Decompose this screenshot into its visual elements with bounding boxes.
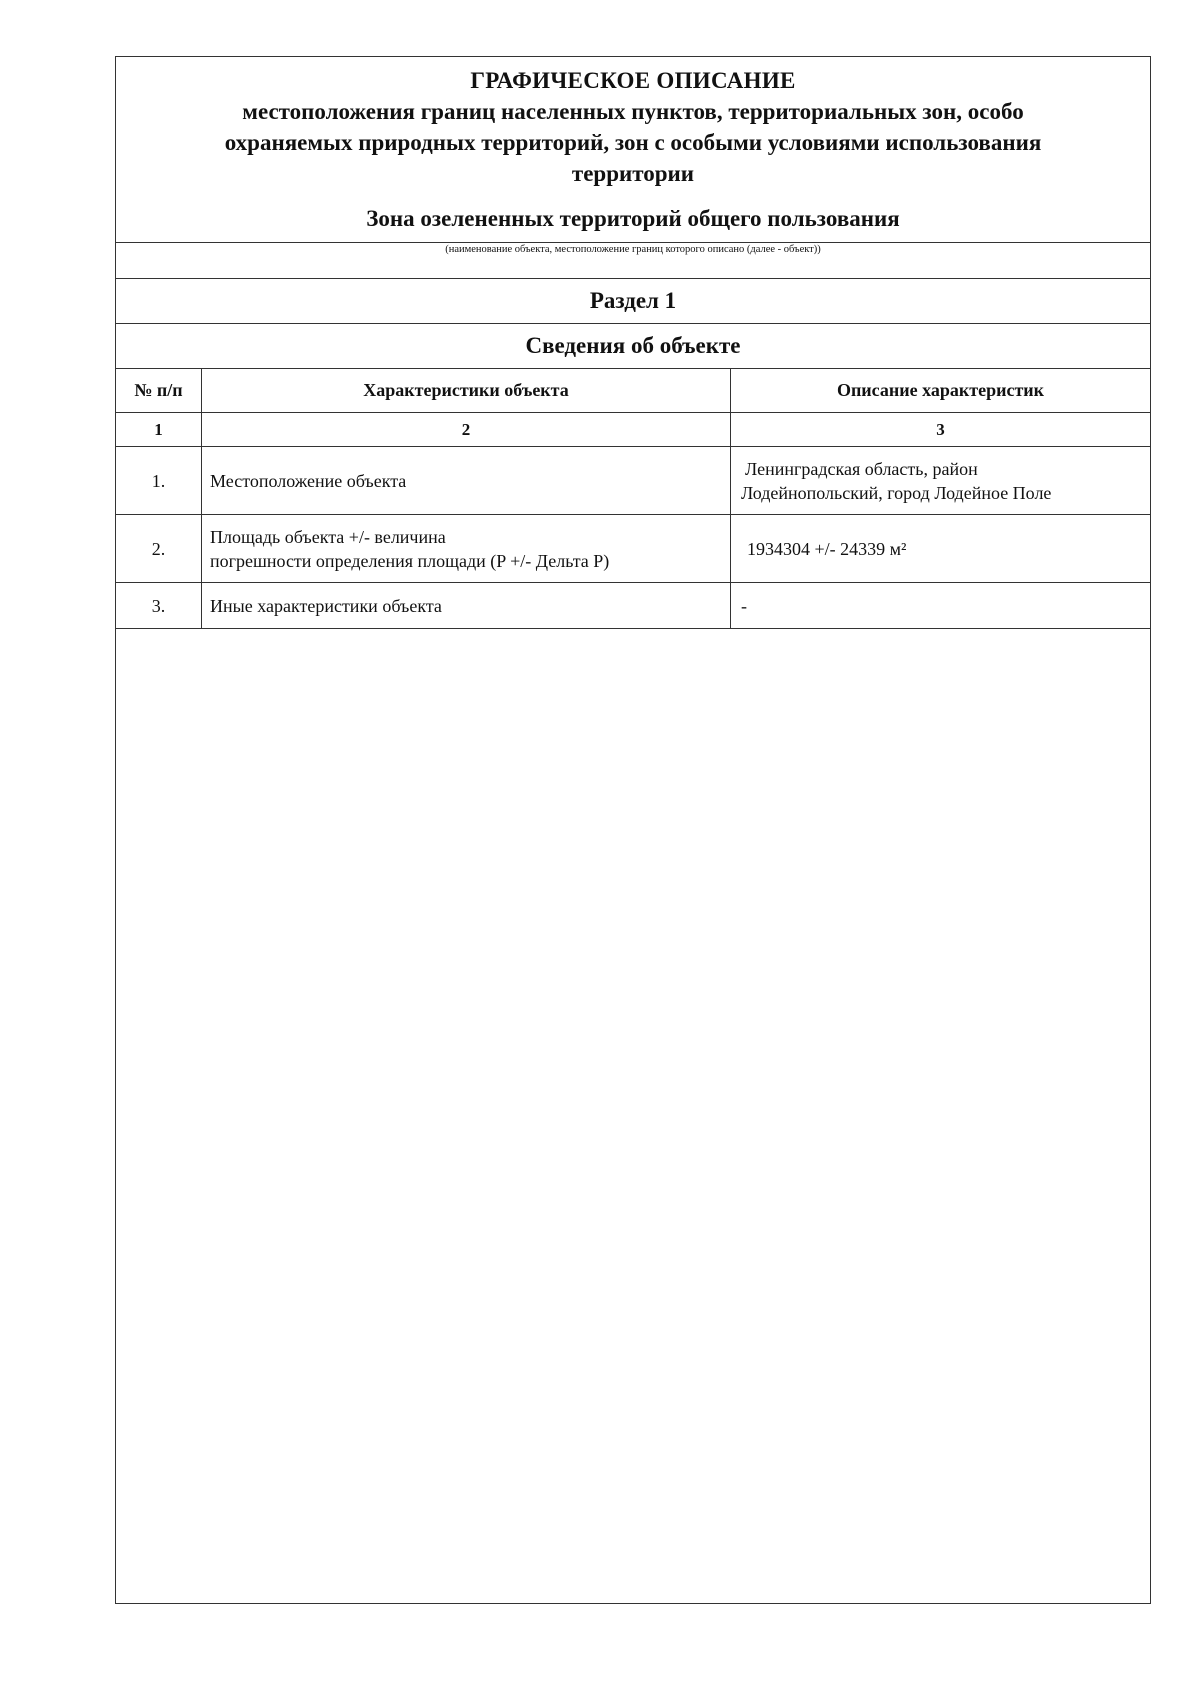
characteristics-table — [116, 368, 1150, 629]
section-title: Сведения об объекте — [525, 333, 741, 358]
description-line: Лодейнопольский, город Лодейное Поле — [741, 482, 1052, 503]
object-caption: (наименование объекта, местоположение границ которого описано (далее - объект)) — [445, 244, 821, 255]
header-cell-description: Описание характеристик — [836, 380, 1045, 400]
section-label: Раздел 1 — [589, 288, 677, 313]
row-number-cell: 2. — [116, 515, 202, 582]
document-subtitle — [116, 96, 1150, 189]
description-line: 1934304 +/- 24339 м² — [747, 538, 907, 559]
table-row — [116, 515, 1150, 583]
table-header-row — [116, 368, 1150, 413]
document-frame — [115, 56, 1151, 1604]
table-row — [116, 447, 1150, 515]
header-cell-characteristic: Характеристики объекта — [202, 368, 731, 412]
document-title: ГРАФИЧЕСКОЕ ОПИСАНИЕ — [470, 68, 796, 93]
characteristic-cell — [202, 515, 731, 582]
characteristic-line: Площадь объекта +/- величина — [210, 526, 446, 547]
subtitle-line: охраняемых природных территорий, зон с особыми условиями использования — [224, 130, 1042, 155]
row-number-cell: 1. — [116, 447, 202, 514]
document-header — [116, 57, 1150, 242]
description-cell — [731, 447, 1150, 514]
column-number-cell: 2 — [202, 413, 731, 446]
table-column-numbers-row — [116, 413, 1150, 447]
characteristic-cell: Иные характеристики объекта — [202, 583, 731, 628]
characteristic-cell: Местоположение объекта — [202, 447, 731, 514]
header-cell-number: № п/п — [116, 368, 202, 412]
description-line: Ленинградская область, район — [745, 458, 978, 479]
subtitle-line: территории — [571, 161, 695, 186]
object-name: Зона озелененных территорий общего пользования — [366, 206, 900, 231]
description-cell — [731, 515, 1150, 582]
characteristic-line: погрешности определения площади (P +/- Дельта P) — [210, 550, 610, 571]
table-row — [116, 583, 1150, 629]
column-number-cell: 3 — [936, 419, 945, 439]
row-number-cell: 3. — [116, 583, 202, 628]
description-cell: - — [741, 595, 747, 616]
subtitle-line: местоположения границ населенных пунктов, территориальных зон, особо — [242, 99, 1024, 124]
column-number-cell: 1 — [116, 413, 202, 446]
